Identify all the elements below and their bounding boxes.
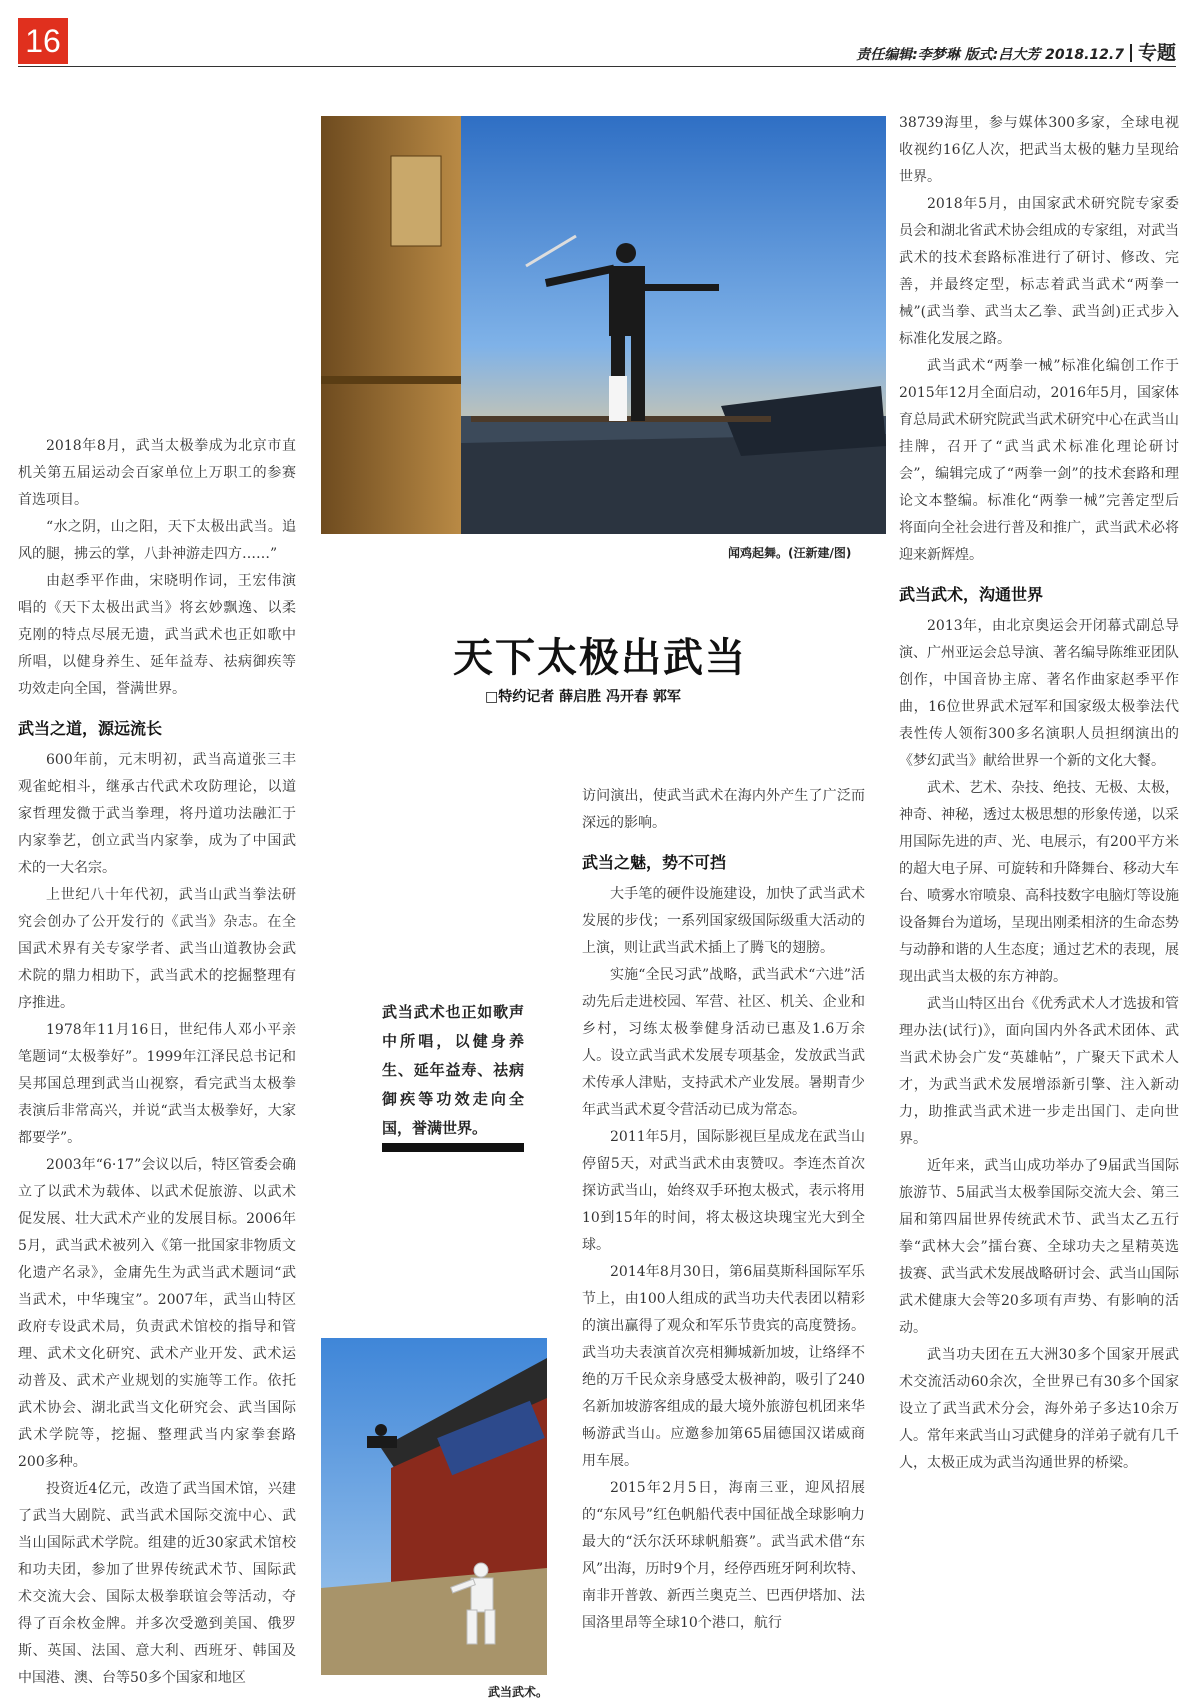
photo-caption-1: 闻鸡起舞。(汪新建/图) bbox=[728, 546, 852, 560]
paragraph: 近年来，武当山成功举办了9届武当国际旅游节、5届武当太极拳国际交流大会、第三届和第四届世界传统武术节、武当太乙五行拳“武林大会”擂台赛、全球功夫之星精英选拔赛、武当武术发展战略研讨会、武当山国际武术健康大会等20多项有声势、有影响的活动。 bbox=[899, 1158, 1179, 1336]
paragraph: 2015年2月5日，海南三亚，迎风招展的“东风号”红色帆船代表中国征战全球影响力最大的“沃尔沃环球帆船赛”。武当武术借“东风”出海，历时9个月，经停西班牙阿利坎特、南非开普敦、新西兰奥克兰、巴西伊塔加、法国洛里昂等全球10个港口，航行 bbox=[582, 1480, 865, 1631]
paragraph: 由赵季平作曲，宋晓明作词，王宏伟演唱的《天下太极出武当》将玄妙飘逸、以柔克刚的特点尽展无遗，武当武术也正如歌中所唱，以健身养生、延年益寿、祛病御疾等功效走向全国，誉满世界。 bbox=[18, 573, 296, 697]
article-byline: □特约记者 薛启胜 冯开春 郭军 bbox=[485, 689, 681, 705]
pull-quote-bar bbox=[382, 1143, 524, 1152]
section-heading: 武当武术，沟通世界 bbox=[899, 585, 1044, 604]
column-2 bbox=[582, 783, 865, 1637]
paragraph: 2014年8月30日，第6届莫斯科国际军乐节上，由100人组成的武当功夫代表团以精彩的演出赢得了观众和军乐节贵宾的高度赞扬。武当功夫表演首次亮相狮城新加坡，让络绎不绝的万千民众亲身感受太极神韵，吸引了240名新加坡游客组成的最大境外旅游包机团来华畅游武当山。应邀参加第65届德国汉诺威商用车展。 bbox=[582, 1264, 865, 1469]
paragraph: 武当山特区出台《优秀武术人才选拔和管理办法(试行)》，面向国内外各武术团体、武当武术协会广发“英雄帖”，广聚天下武术人才，为武当武术发展增添新引擎、注入新动力，助推武当武术进一步走出国门、走向世界。 bbox=[899, 996, 1179, 1147]
paragraph: 2003年“6·17”会议以后，特区管委会确立了以武术为载体、以武术促旅游、以武术促发展、壮大武术产业的发展目标。2006年5月，武当武术被列入《第一批国家非物质文化遗产名录》，金庸先生为武当武术题词“武当武术，中华瑰宝”。2007年，武当山特区政府专设武术局，负责武术馆校的指导和管理、武术文化研究、武术产业开发、武术运动普及、武术产业规划的实施等工作。依托武术协会、湖北武当文化研究会、武当国际武术学院等，挖掘、整理武当内家拳套路200多种。 bbox=[18, 1157, 296, 1470]
column-3 bbox=[899, 110, 1179, 1477]
photo-sword-practice bbox=[321, 116, 886, 534]
paragraph: 600年前，元末明初，武当高道张三丰观雀蛇相斗，继承古代武术攻防理论，以道家哲理发微于武当拳理，将丹道功法融汇于内家拳艺，创立武当内家拳，成为了中国武术的一大名宗。 bbox=[18, 752, 296, 876]
page-number: 16 bbox=[18, 18, 68, 64]
section-heading: 武当之道，源远流长 bbox=[18, 719, 163, 738]
header-divider bbox=[1130, 44, 1132, 62]
section-heading: 武当之魅，势不可挡 bbox=[582, 853, 727, 872]
column-1 bbox=[18, 433, 296, 1692]
paragraph: 2018年8月，武当太极拳成为北京市直机关第五届运动会百家单位上万职工的参赛首选项目。 bbox=[18, 438, 296, 508]
paragraph: 实施“全民习武”战略，武当武术“六进”活动先后走进校园、军营、社区、机关、企业和乡村，习练太极拳健身活动已惠及1.6万余人。设立武当武术发展专项基金，发放武当武术传承人津贴，支持武术产业发展。暑期青少年武当武术夏令营活动已成为常态。 bbox=[582, 967, 865, 1118]
paragraph: 武当功夫团在五大洲30多个国家开展武术交流活动60余次，全世界已有30多个国家设立了武当武术分会，海外弟子多达10余万人。常年来武当山习武健身的洋弟子就有几千人，太极正成为武当沟通世界的桥梁。 bbox=[899, 1347, 1179, 1471]
paragraph: 投资近4亿元，改造了武当国术馆，兴建了武当大剧院、武当武术国际交流中心、武当山国际武术学院。组建的近30家武术馆校和功夫团，参加了世界传统武术节、国际武术交流大会、国际太极拳联谊会等活动，夺得了百余枚金牌。并多次受邀到美国、俄罗斯、英国、法国、意大利、西班牙、韩国及中国港、澳、台等50多个国家和地区 bbox=[18, 1481, 296, 1686]
paragraph: 1978年11月16日，世纪伟人邓小平亲笔题词“太极拳好”。1999年江泽民总书记和吴邦国总理到武当山视察，看完武当太极拳表演后非常高兴，并说“武当太极拳好，大家都要学”。 bbox=[18, 1022, 296, 1146]
paragraph: 武术、艺术、杂技、绝技、无极、太极，神奇、神秘，透过太极思想的形象传递，以采用国际先进的声、光、电展示，有200平方米的超大电子屏、可旋转和升降舞台、移动大车台、喷雾水帘喷泉、高科技数字电脑灯等设施设备舞台为道场，呈现出刚柔相济的生命态势与动静和谐的人生态度；通过艺术的表现，展现出武当太极的东方神韵。 bbox=[899, 780, 1179, 985]
paragraph: 访问演出，使武当武术在海内外产生了广泛而深远的影响。 bbox=[582, 788, 865, 831]
photo-wudang-wushu bbox=[321, 1338, 547, 1675]
sword-practice-illustration bbox=[321, 116, 886, 534]
paragraph: 38739海里，参与媒体300多家，全球电视收视约16亿人次，把武当太极的魅力呈现给世界。 bbox=[899, 115, 1179, 185]
pull-quote: 武当武术也正如歌声中所唱，以健身养生、延年益寿、祛病御疾等功效走向全国，誉满世界。 bbox=[382, 1003, 524, 1137]
photo-caption-2: 武当武术。 bbox=[488, 1685, 549, 1699]
paragraph: 武当武术“两拳一械”标准化编创工作于2015年12月全面启动，2016年5月，国家体育总局武术研究院武当武术研究中心在武当山挂牌，召开了“武当武术标准化理论研讨会”，编辑完成了“两拳一剑”的技术套路和理论文本整编。标准化“两拳一械”完善定型后将面向全社会进行普及和推广，武当武术必将迎来新辉煌。 bbox=[899, 358, 1179, 563]
paragraph: 2013年，由北京奥运会开闭幕式副总导演、广州亚运会总导演、著名编导陈维亚团队创作，中国音协主席、著名作曲家赵季平作曲，16位世界武术冠军和国家级太极拳法代表性传人领衔300多名演职人员担纲演出的《梦幻武当》献给世界一个新的文化大餐。 bbox=[899, 618, 1179, 769]
section-name: 专题 bbox=[1137, 42, 1176, 64]
paragraph: 大手笔的硬件设施建设，加快了武当武术发展的步伐；一系列国家级国际级重大活动的上演，则让武当武术插上了腾飞的翅膀。 bbox=[582, 886, 865, 956]
paragraph: 上世纪八十年代初，武当山武当拳法研究会创办了公开发行的《武当》杂志。在全国武术界有关专家学者、武当山道教协会武术院的鼎力相助下，武当武术的挖掘整理有序推进。 bbox=[18, 887, 296, 1011]
page-header bbox=[856, 38, 1176, 65]
paragraph: “水之阴，山之阳，天下太极出武当。追风的腿，拂云的掌，八卦神游走四方……” bbox=[18, 519, 296, 562]
paragraph: 2018年5月，由国家武术研究院专家委员会和湖北省武术协会组成的专家组，对武当武术的技术套路标准进行了研讨、修改、完善，并最终定型，标志着武当武术“两拳一械”(武当拳、武当太乙拳、武当剑)正式步入标准化发展之路。 bbox=[899, 196, 1179, 347]
paragraph: 2011年5月，国际影视巨星成龙在武当山停留5天，对武当武术由衷赞叹。李连杰首次探访武当山，始终双手环抱太极式，表示将用10到15年的时间，将太极这块瑰宝光大到全球。 bbox=[582, 1129, 865, 1253]
article-title: 天下太极出武当 bbox=[453, 634, 747, 681]
header-credits: 责任编辑:李梦琳 版式:吕大芳 2018.12.7 bbox=[856, 47, 1124, 63]
header-rule bbox=[18, 66, 1176, 67]
wudang-wushu-illustration bbox=[321, 1338, 547, 1675]
